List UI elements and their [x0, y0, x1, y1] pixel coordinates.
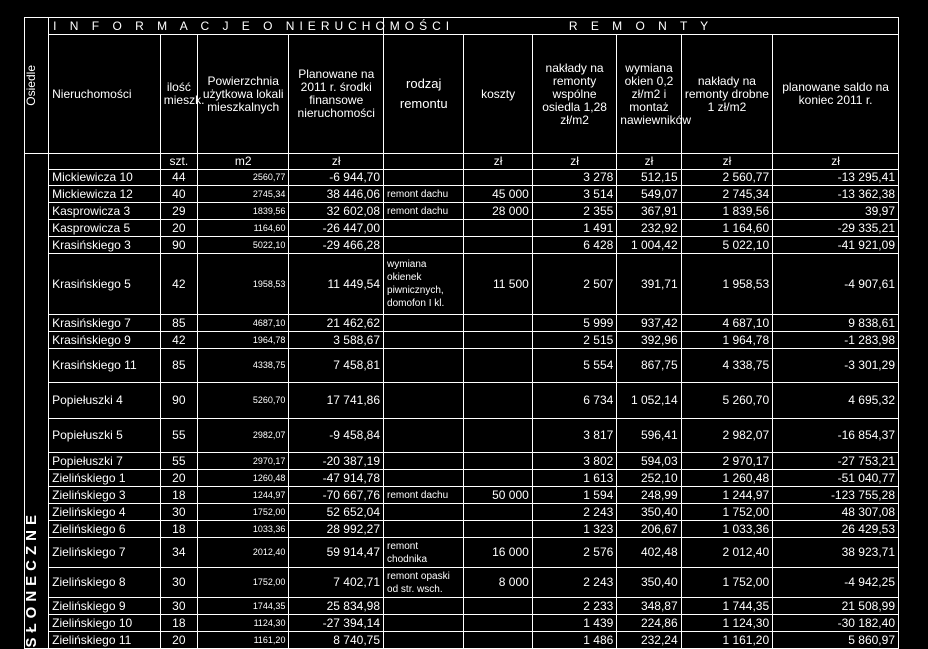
usable-area-cell: 1958,53 — [197, 254, 289, 315]
common-repairs-cell: 2 507 — [532, 254, 616, 315]
minor-repairs-cell: 1 744,35 — [681, 598, 773, 615]
unit-ilosc: szt. — [160, 154, 197, 170]
repair-cost-cell — [464, 504, 532, 521]
usable-area-cell: 1839,56 — [197, 203, 289, 220]
table-row — [25, 504, 899, 521]
flat-count-cell: 30 — [160, 598, 197, 615]
common-repairs-cell: 2 515 — [532, 332, 616, 349]
usable-area-cell: 1161,20 — [197, 632, 289, 649]
minor-repairs-cell: 1 124,30 — [681, 615, 773, 632]
table-row — [25, 538, 899, 568]
property-name-cell: Zielińskiego 7 — [49, 538, 161, 568]
repair-cost-cell — [464, 521, 532, 538]
col-naklady-drobne: nakłady na remonty drobne 1 zł/m2 — [681, 35, 773, 154]
property-name-cell: Zielińskiego 6 — [49, 521, 161, 538]
minor-repairs-cell: 4 338,75 — [681, 349, 773, 383]
window-replacement-cell: 596,41 — [617, 419, 681, 453]
table-row — [25, 237, 899, 254]
minor-repairs-cell: 1 244,97 — [681, 487, 773, 504]
window-replacement-cell: 350,40 — [617, 568, 681, 598]
minor-repairs-cell: 1 958,53 — [681, 254, 773, 315]
flat-count-cell: 20 — [160, 632, 197, 649]
minor-repairs-cell: 1 964,78 — [681, 332, 773, 349]
common-repairs-cell: 3 802 — [532, 453, 616, 470]
planned-funds-cell: 17 741,86 — [289, 383, 384, 419]
window-replacement-cell: 402,48 — [617, 538, 681, 568]
property-name-cell: Popiełuszki 5 — [49, 419, 161, 453]
repairs-section-header: R E M O N T Y — [384, 18, 899, 35]
planned-balance-cell: 4 695,32 — [773, 383, 899, 419]
repair-type-cell — [384, 504, 464, 521]
table-row — [25, 254, 899, 315]
property-name-cell: Zielińskiego 8 — [49, 568, 161, 598]
minor-repairs-cell: 1 260,48 — [681, 470, 773, 487]
common-repairs-cell: 3 514 — [532, 186, 616, 203]
osiedle-name: SŁONECZNE — [23, 510, 40, 648]
flat-count-cell: 55 — [160, 453, 197, 470]
minor-repairs-cell: 2 970,17 — [681, 453, 773, 470]
repair-cost-cell — [464, 419, 532, 453]
flat-count-cell: 90 — [160, 383, 197, 419]
repair-cost-cell: 28 000 — [464, 203, 532, 220]
planned-balance-cell: 38 923,71 — [773, 538, 899, 568]
planned-funds-cell: -27 394,14 — [289, 615, 384, 632]
common-repairs-cell: 5 999 — [532, 315, 616, 332]
usable-area-cell: 2982,07 — [197, 419, 289, 453]
repair-type-cell: remont dachu — [384, 186, 464, 203]
property-name-cell: Zielińskiego 4 — [49, 504, 161, 521]
planned-funds-cell: 52 652,04 — [289, 504, 384, 521]
flat-count-cell: 30 — [160, 504, 197, 521]
repair-cost-cell — [464, 170, 532, 186]
minor-repairs-cell: 1 839,56 — [681, 203, 773, 220]
planned-funds-cell: -20 387,19 — [289, 453, 384, 470]
planned-funds-cell: 59 914,47 — [289, 538, 384, 568]
window-replacement-cell: 1 052,14 — [617, 383, 681, 419]
flat-count-cell: 85 — [160, 349, 197, 383]
planned-funds-cell: -9 458,84 — [289, 419, 384, 453]
planned-balance-cell: 5 860,97 — [773, 632, 899, 649]
table-row — [25, 615, 899, 632]
window-replacement-cell: 232,24 — [617, 632, 681, 649]
repair-type-cell — [384, 349, 464, 383]
flat-count-cell: 40 — [160, 186, 197, 203]
common-repairs-cell: 1 613 — [532, 470, 616, 487]
repair-type-cell — [384, 315, 464, 332]
table-row — [25, 419, 899, 453]
planned-balance-cell: -4 942,25 — [773, 568, 899, 598]
usable-area-cell: 5022,10 — [197, 237, 289, 254]
usable-area-cell: 1260,48 — [197, 470, 289, 487]
repair-type-cell — [384, 237, 464, 254]
repair-cost-cell — [464, 332, 532, 349]
repair-cost-cell — [464, 470, 532, 487]
table-row — [25, 383, 899, 419]
window-replacement-cell: 512,15 — [617, 170, 681, 186]
planned-funds-cell: 38 446,06 — [289, 186, 384, 203]
unit-wymiana: zł — [617, 154, 681, 170]
table-row — [25, 470, 899, 487]
property-name-cell: Kasprowicza 5 — [49, 220, 161, 237]
table-row — [25, 568, 899, 598]
property-name-cell: Zielińskiego 10 — [49, 615, 161, 632]
usable-area-cell: 4687,10 — [197, 315, 289, 332]
repair-cost-cell — [464, 632, 532, 649]
flat-count-cell: 42 — [160, 332, 197, 349]
col-koszty: koszty — [464, 35, 532, 154]
planned-balance-cell: 26 429,53 — [773, 521, 899, 538]
minor-repairs-cell: 2 745,34 — [681, 186, 773, 203]
table-row — [25, 521, 899, 538]
flat-count-cell: 90 — [160, 237, 197, 254]
usable-area-cell: 2745,34 — [197, 186, 289, 203]
common-repairs-cell: 1 491 — [532, 220, 616, 237]
usable-area-cell: 2012,40 — [197, 538, 289, 568]
window-replacement-cell: 232,92 — [617, 220, 681, 237]
planned-balance-cell: 21 508,99 — [773, 598, 899, 615]
repair-type-cell — [384, 419, 464, 453]
flat-count-cell: 85 — [160, 315, 197, 332]
usable-area-cell: 1964,78 — [197, 332, 289, 349]
repair-cost-cell: 11 500 — [464, 254, 532, 315]
flat-count-cell: 18 — [160, 615, 197, 632]
minor-repairs-cell: 1 752,00 — [681, 504, 773, 521]
property-name-cell: Krasińskiego 9 — [49, 332, 161, 349]
flat-count-cell: 20 — [160, 220, 197, 237]
common-repairs-cell: 6 734 — [532, 383, 616, 419]
minor-repairs-cell: 5 260,70 — [681, 383, 773, 419]
property-name-cell: Zielińskiego 3 — [49, 487, 161, 504]
table-row — [25, 203, 899, 220]
planned-funds-cell: -47 914,78 — [289, 470, 384, 487]
col-rodzaj: rodzaj remontu — [384, 35, 464, 154]
planned-balance-cell: 48 307,08 — [773, 504, 899, 521]
unit-nieruchomosci — [49, 154, 161, 170]
repair-cost-cell — [464, 598, 532, 615]
window-replacement-cell: 549,07 — [617, 186, 681, 203]
unit-rodzaj — [384, 154, 464, 170]
repair-cost-cell: 45 000 — [464, 186, 532, 203]
col-ilosc: ilość mieszk. — [160, 35, 197, 154]
window-replacement-cell: 348,87 — [617, 598, 681, 615]
planned-balance-cell: -27 753,21 — [773, 453, 899, 470]
common-repairs-cell: 2 576 — [532, 538, 616, 568]
repair-type-cell — [384, 453, 464, 470]
planned-funds-cell: 25 834,98 — [289, 598, 384, 615]
repair-type-cell — [384, 615, 464, 632]
window-replacement-cell: 367,91 — [617, 203, 681, 220]
property-name-cell: Popiełuszki 4 — [49, 383, 161, 419]
property-name-cell: Krasińskiego 11 — [49, 349, 161, 383]
flat-count-cell: 20 — [160, 470, 197, 487]
flat-count-cell: 44 — [160, 170, 197, 186]
minor-repairs-cell: 1 033,36 — [681, 521, 773, 538]
common-repairs-cell: 3 817 — [532, 419, 616, 453]
common-repairs-cell: 1 323 — [532, 521, 616, 538]
table-row — [25, 487, 899, 504]
repair-cost-cell — [464, 383, 532, 419]
common-repairs-cell: 5 554 — [532, 349, 616, 383]
planned-funds-cell: 7 458,81 — [289, 349, 384, 383]
window-replacement-cell: 867,75 — [617, 349, 681, 383]
repair-type-cell — [384, 598, 464, 615]
property-name-cell: Mickiewicza 12 — [49, 186, 161, 203]
info-section-header: I N F O R M A C J E O NIERUCHOMOŚCI — [49, 18, 384, 35]
flat-count-cell: 29 — [160, 203, 197, 220]
window-replacement-cell: 224,86 — [617, 615, 681, 632]
window-replacement-cell: 1 004,42 — [617, 237, 681, 254]
window-replacement-cell: 594,03 — [617, 453, 681, 470]
planned-balance-cell: -1 283,98 — [773, 332, 899, 349]
planned-balance-cell: -30 182,40 — [773, 615, 899, 632]
property-name-cell: Krasińskiego 7 — [49, 315, 161, 332]
common-repairs-cell: 2 355 — [532, 203, 616, 220]
table-row — [25, 332, 899, 349]
planned-funds-cell: 28 992,27 — [289, 521, 384, 538]
repair-type-cell: remont dachu — [384, 487, 464, 504]
minor-repairs-cell: 1 752,00 — [681, 568, 773, 598]
usable-area-cell: 4338,75 — [197, 349, 289, 383]
flat-count-cell: 34 — [160, 538, 197, 568]
planned-funds-cell: 32 602,08 — [289, 203, 384, 220]
minor-repairs-cell: 2 560,77 — [681, 170, 773, 186]
planned-balance-cell: -13 295,41 — [773, 170, 899, 186]
flat-count-cell: 18 — [160, 487, 197, 504]
usable-area-cell: 1164,60 — [197, 220, 289, 237]
col-wymiana: wymiana okien 0,2 zł/m2 i montaż nawiewników — [617, 35, 681, 154]
repair-cost-cell — [464, 220, 532, 237]
repair-type-cell: remont dachu — [384, 203, 464, 220]
unit-naklady-wspolne: zł — [532, 154, 616, 170]
usable-area-cell: 1752,00 — [197, 504, 289, 521]
usable-area-cell: 2970,17 — [197, 453, 289, 470]
planned-balance-cell: 9 838,61 — [773, 315, 899, 332]
planned-funds-cell: 11 449,54 — [289, 254, 384, 315]
planned-funds-cell: 7 402,71 — [289, 568, 384, 598]
minor-repairs-cell: 2 982,07 — [681, 419, 773, 453]
col-powierzchnia: Powierzchnia użytkowa lokali mieszkalnych — [197, 35, 289, 154]
osiedle-label: Osiedle — [24, 65, 38, 106]
repair-type-cell — [384, 170, 464, 186]
property-name-cell: Zielińskiego 11 — [49, 632, 161, 649]
repair-cost-cell — [464, 349, 532, 383]
repair-type-cell — [384, 220, 464, 237]
usable-area-cell: 1124,30 — [197, 615, 289, 632]
repair-cost-cell: 16 000 — [464, 538, 532, 568]
planned-balance-cell: -41 921,09 — [773, 237, 899, 254]
unit-powierzchnia: m2 — [197, 154, 289, 170]
unit-koszty: zł — [464, 154, 532, 170]
col-planowane: Planowane na 2011 r. środki finansowe nieruchomości — [289, 35, 384, 154]
repair-type-cell — [384, 332, 464, 349]
window-replacement-cell: 937,42 — [617, 315, 681, 332]
repair-cost-cell: 50 000 — [464, 487, 532, 504]
planned-funds-cell: 3 588,67 — [289, 332, 384, 349]
repair-cost-cell — [464, 237, 532, 254]
common-repairs-cell: 1 486 — [532, 632, 616, 649]
table-row — [25, 220, 899, 237]
unit-naklady-drobne: zł — [681, 154, 773, 170]
common-repairs-cell: 1 439 — [532, 615, 616, 632]
osiedle-cell — [25, 154, 49, 649]
window-replacement-cell: 252,10 — [617, 470, 681, 487]
minor-repairs-cell: 2 012,40 — [681, 538, 773, 568]
common-repairs-cell: 2 243 — [532, 504, 616, 521]
col-naklady-wspolne: nakłady na remonty wspólne osiedla 1,28 zł/m2 — [532, 35, 616, 154]
window-replacement-cell: 206,67 — [617, 521, 681, 538]
unit-saldo: zł — [773, 154, 899, 170]
unit-planowane: zł — [289, 154, 384, 170]
table-row — [25, 170, 899, 186]
planned-balance-cell: 39,97 — [773, 203, 899, 220]
common-repairs-cell: 2 243 — [532, 568, 616, 598]
table-row — [25, 315, 899, 332]
table-row — [25, 186, 899, 203]
planned-funds-cell: -70 667,76 — [289, 487, 384, 504]
planned-funds-cell: -26 447,00 — [289, 220, 384, 237]
common-repairs-cell: 3 278 — [532, 170, 616, 186]
usable-area-cell: 5260,70 — [197, 383, 289, 419]
window-replacement-cell: 392,96 — [617, 332, 681, 349]
repair-type-cell: wymiana okienek piwnicznych, domofon I kl. — [384, 254, 464, 315]
table-row — [25, 453, 899, 470]
usable-area-cell: 1033,36 — [197, 521, 289, 538]
table-row — [25, 349, 899, 383]
usable-area-cell: 1752,00 — [197, 568, 289, 598]
usable-area-cell: 1744,35 — [197, 598, 289, 615]
planned-funds-cell: 21 462,62 — [289, 315, 384, 332]
flat-count-cell: 55 — [160, 419, 197, 453]
osiedle-header — [25, 18, 49, 154]
repair-cost-cell — [464, 315, 532, 332]
property-name-cell: Krasińskiego 3 — [49, 237, 161, 254]
property-name-cell: Zielińskiego 1 — [49, 470, 161, 487]
common-repairs-cell: 1 594 — [532, 487, 616, 504]
table-row — [25, 632, 899, 649]
property-name-cell: Popiełuszki 7 — [49, 453, 161, 470]
property-name-cell: Kasprowicza 3 — [49, 203, 161, 220]
repair-type-cell — [384, 383, 464, 419]
repair-cost-cell — [464, 615, 532, 632]
minor-repairs-cell: 5 022,10 — [681, 237, 773, 254]
planned-balance-cell: -16 854,37 — [773, 419, 899, 453]
col-saldo: planowane saldo na koniec 2011 r. — [773, 35, 899, 154]
property-name-cell: Mickiewicza 10 — [49, 170, 161, 186]
table-row — [25, 598, 899, 615]
col-nieruchomosci: Nieruchomości — [49, 35, 161, 154]
property-repairs-table — [24, 17, 899, 649]
repair-type-cell — [384, 521, 464, 538]
planned-balance-cell: -123 755,28 — [773, 487, 899, 504]
repair-type-cell — [384, 470, 464, 487]
planned-funds-cell: -29 466,28 — [289, 237, 384, 254]
repair-type-cell: remont opaski od str. wsch. — [384, 568, 464, 598]
planned-balance-cell: -51 040,77 — [773, 470, 899, 487]
repair-cost-cell — [464, 453, 532, 470]
minor-repairs-cell: 1 161,20 — [681, 632, 773, 649]
flat-count-cell: 42 — [160, 254, 197, 315]
usable-area-cell: 2560,77 — [197, 170, 289, 186]
window-replacement-cell: 248,99 — [617, 487, 681, 504]
minor-repairs-cell: 1 164,60 — [681, 220, 773, 237]
planned-funds-cell: 8 740,75 — [289, 632, 384, 649]
planned-balance-cell: -29 335,21 — [773, 220, 899, 237]
common-repairs-cell: 6 428 — [532, 237, 616, 254]
repair-type-cell — [384, 632, 464, 649]
flat-count-cell: 18 — [160, 521, 197, 538]
property-name-cell: Krasińskiego 5 — [49, 254, 161, 315]
planned-balance-cell: -4 907,61 — [773, 254, 899, 315]
planned-balance-cell: -13 362,38 — [773, 186, 899, 203]
planned-balance-cell: -3 301,29 — [773, 349, 899, 383]
window-replacement-cell: 391,71 — [617, 254, 681, 315]
usable-area-cell: 1244,97 — [197, 487, 289, 504]
units-row — [25, 154, 899, 170]
minor-repairs-cell: 4 687,10 — [681, 315, 773, 332]
planned-funds-cell: -6 944,70 — [289, 170, 384, 186]
repair-cost-cell: 8 000 — [464, 568, 532, 598]
flat-count-cell: 30 — [160, 568, 197, 598]
repair-type-cell: remont chodnika — [384, 538, 464, 568]
window-replacement-cell: 350,40 — [617, 504, 681, 521]
common-repairs-cell: 2 233 — [532, 598, 616, 615]
property-name-cell: Zielińskiego 9 — [49, 598, 161, 615]
